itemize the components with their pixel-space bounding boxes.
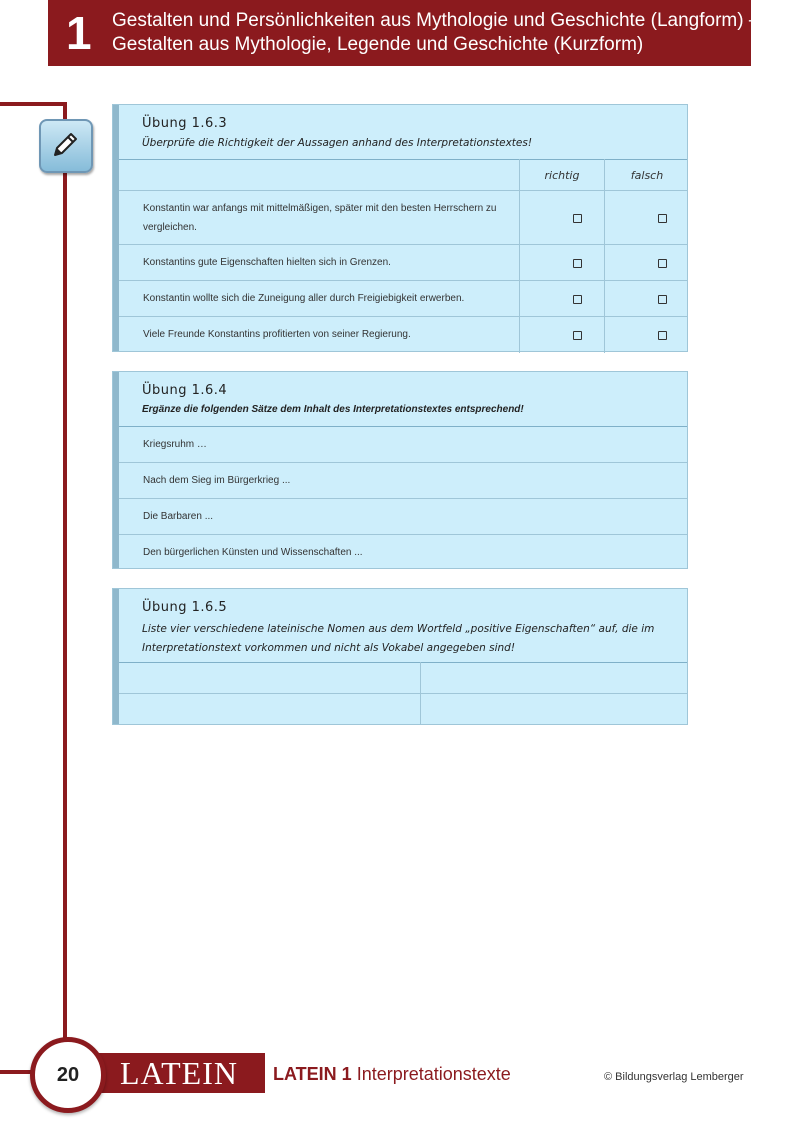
answer-cell[interactable]	[119, 663, 419, 694]
statement-text: Konstantin wollte sich die Zuneigung aller durch Freigiebigkeit erwerben.	[143, 293, 465, 304]
series-banner	[98, 1053, 265, 1093]
exercise-instruction: Ergänze die folgenden Sätze dem Inhalt des Interpretationstextes entsprechend!	[142, 404, 524, 415]
checkbox-richtig[interactable]	[573, 295, 582, 304]
statement-text: Konstantins gute Eigenschaften hielten sich in Grenzen.	[143, 257, 391, 268]
checkbox-richtig[interactable]	[573, 331, 582, 340]
checkbox-falsch[interactable]	[658, 295, 667, 304]
sentence-start: Den bürgerlichen Künsten und Wissenschaften ...	[143, 547, 363, 558]
book-title-rest: Interpretationstexte	[356, 1064, 511, 1084]
table-row	[119, 280, 687, 317]
chapter-title	[112, 9, 760, 57]
chapter-title-line2: Gestalten aus Mythologie, Legende und Geschichte (Kurzform)	[112, 34, 644, 55]
sentence-start: Die Barbaren ...	[143, 511, 214, 522]
checkbox-falsch[interactable]	[658, 214, 667, 223]
chapter-title-line1: Gestalten und Persönlichkeiten aus Mythologie und Geschichte (Langform) –	[112, 10, 760, 31]
answer-row[interactable]	[119, 534, 687, 571]
table-header-row	[119, 159, 687, 191]
answer-row[interactable]	[119, 462, 687, 499]
column-divider	[420, 662, 421, 725]
checkbox-falsch[interactable]	[658, 259, 667, 268]
exercise-1-6-3	[112, 104, 688, 352]
frame-line-horizontal	[0, 102, 67, 106]
exercise-title: Übung 1.6.4	[142, 383, 228, 398]
series-name: LATEIN	[120, 1055, 238, 1091]
table-row	[119, 190, 687, 245]
statement-line: vergleichen.	[143, 222, 197, 233]
exercise-title: Übung 1.6.5	[142, 600, 228, 615]
instruction-line: Liste vier verschiedene lateinische Nomen aus dem Wortfeld „positive Eigenschaften“ auf, die im	[142, 623, 655, 635]
answer-row	[119, 662, 687, 694]
column-header-falsch: falsch	[630, 169, 664, 182]
table-row	[119, 244, 687, 281]
instruction-line: Interpretationstext vorkommen und nicht als Vokabel angegeben sind!	[142, 642, 516, 654]
answer-cell[interactable]	[119, 694, 419, 726]
answer-row[interactable]	[119, 426, 687, 463]
exercise-1-6-4	[112, 371, 688, 569]
checkbox-richtig[interactable]	[573, 259, 582, 268]
chapter-header	[48, 0, 760, 66]
page-number: 20	[56, 1064, 80, 1086]
answer-row	[119, 693, 687, 726]
sentence-start: Kriegsruhm …	[143, 439, 207, 450]
chapter-number: 1	[66, 7, 92, 59]
frame-line-vertical	[63, 102, 67, 1052]
answer-cell[interactable]	[420, 663, 688, 694]
exercise-instruction	[142, 620, 678, 658]
exercise-title: Übung 1.6.3	[142, 116, 228, 131]
statement-text	[143, 199, 497, 237]
pencil-icon	[39, 119, 93, 173]
copyright: © Bildungsverlag Lemberger	[604, 1071, 744, 1083]
exercise-instruction: Überprüfe die Richtigkeit der Aussagen anhand des Interpretationstextes!	[142, 137, 533, 149]
statement-line: Konstantin war anfangs mit mittelmäßigen, später mit den besten Herrschern zu	[143, 203, 497, 214]
column-header-richtig: richtig	[544, 169, 580, 182]
answer-row[interactable]	[119, 498, 687, 535]
checkbox-falsch[interactable]	[658, 331, 667, 340]
statement-text: Viele Freunde Konstantins profitierten von seiner Regierung.	[143, 329, 411, 340]
exercise-1-6-5	[112, 588, 688, 725]
answer-cell[interactable]	[420, 694, 688, 726]
book-title	[273, 1064, 511, 1085]
book-title-bold: LATEIN 1	[273, 1064, 352, 1084]
sentence-start: Nach dem Sieg im Bürgerkrieg ...	[143, 475, 291, 486]
page-number-badge	[30, 1037, 106, 1113]
checkbox-richtig[interactable]	[573, 214, 582, 223]
table-row	[119, 316, 687, 353]
